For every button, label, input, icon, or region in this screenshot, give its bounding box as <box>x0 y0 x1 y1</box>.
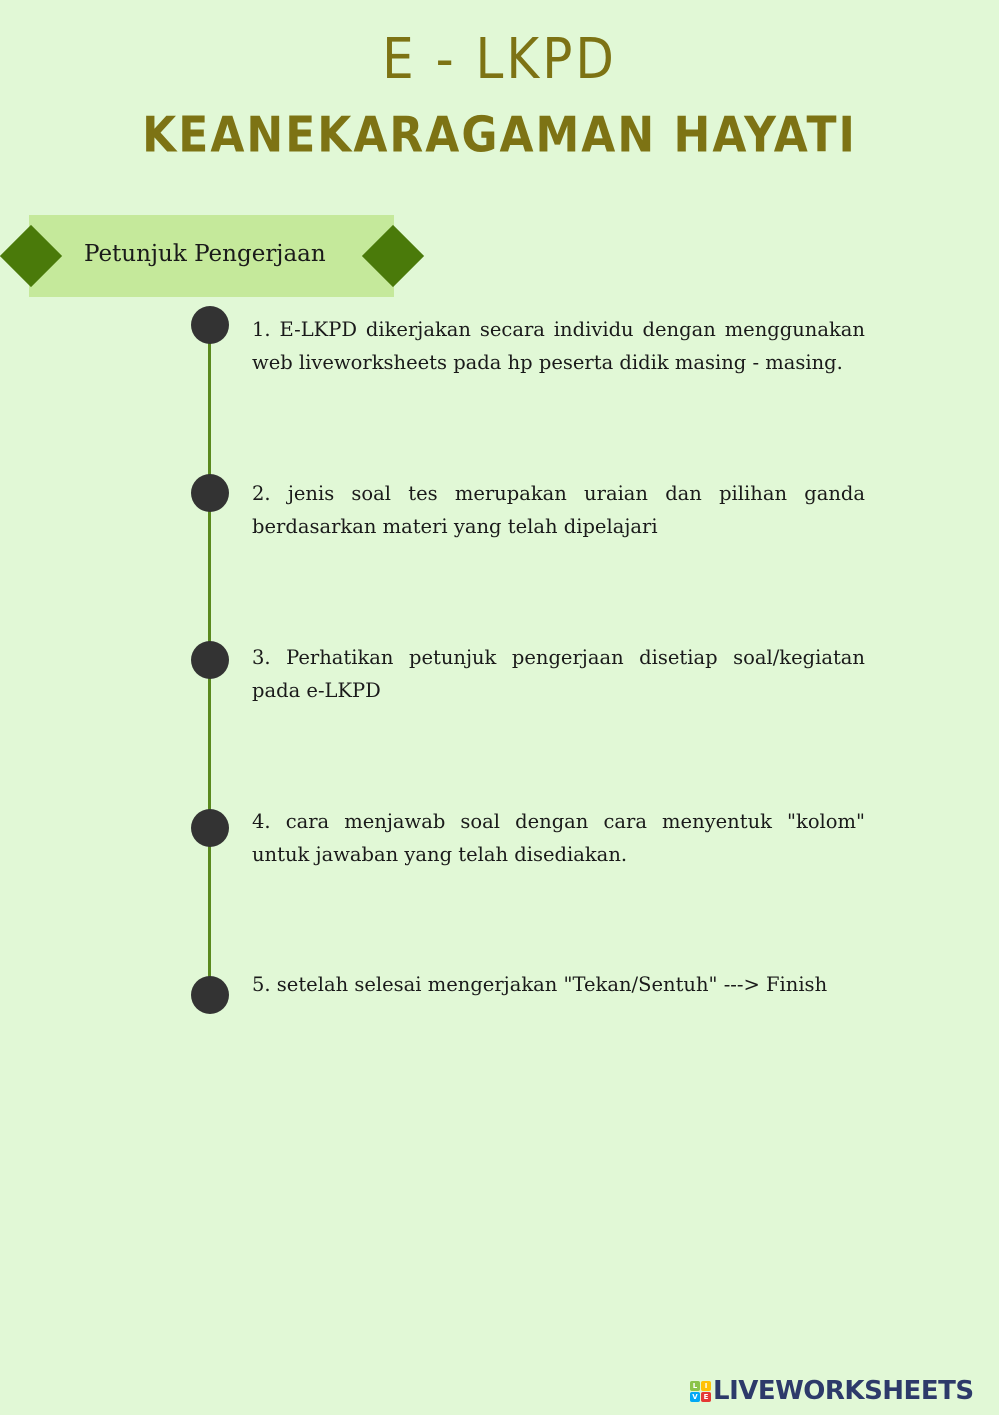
instruction-step-5: 5. setelah selesai mengerjakan "Tekan/Sentuh" ---> Finish <box>252 973 828 996</box>
logo-letter: E <box>701 1392 711 1402</box>
timeline-dot-3 <box>191 641 229 679</box>
page-title: E - LKPD <box>382 26 617 92</box>
timeline-dot-5 <box>191 976 229 1014</box>
instruction-step-1: 1. E-LKPD dikerjakan secara individu dengan menggunakan web liveworksheets pada hp peserta didik masing - masing. <box>252 318 865 374</box>
instructions-heading: Petunjuk Pengerjaan <box>84 241 326 267</box>
page-subtitle: KEANEKARAGAMAN HAYATI <box>142 106 857 165</box>
timeline-dot-2 <box>191 474 229 512</box>
instruction-step-2: 2. jenis soal tes merupakan uraian dan pilihan ganda berdasarkan materi yang telah dipelajari <box>252 482 865 538</box>
instruction-step-4: 4. cara menjawab soal dengan cara menyentuk "kolom" untuk jawaban yang telah disediakan. <box>252 810 865 866</box>
instruction-step-3: 3. Perhatikan petunjuk pengerjaan disetiap soal/kegiatan pada e-LKPD <box>252 646 865 702</box>
timeline-dot-1 <box>191 306 229 344</box>
liveworksheets-logo-icon <box>690 1381 711 1402</box>
liveworksheets-brand <box>690 1376 974 1406</box>
logo-letter: L <box>690 1381 700 1391</box>
brand-name: LIVEWORKSHEETS <box>713 1376 974 1406</box>
logo-letter: I <box>701 1381 711 1391</box>
timeline-dot-4 <box>191 809 229 847</box>
logo-letter: V <box>690 1392 700 1402</box>
